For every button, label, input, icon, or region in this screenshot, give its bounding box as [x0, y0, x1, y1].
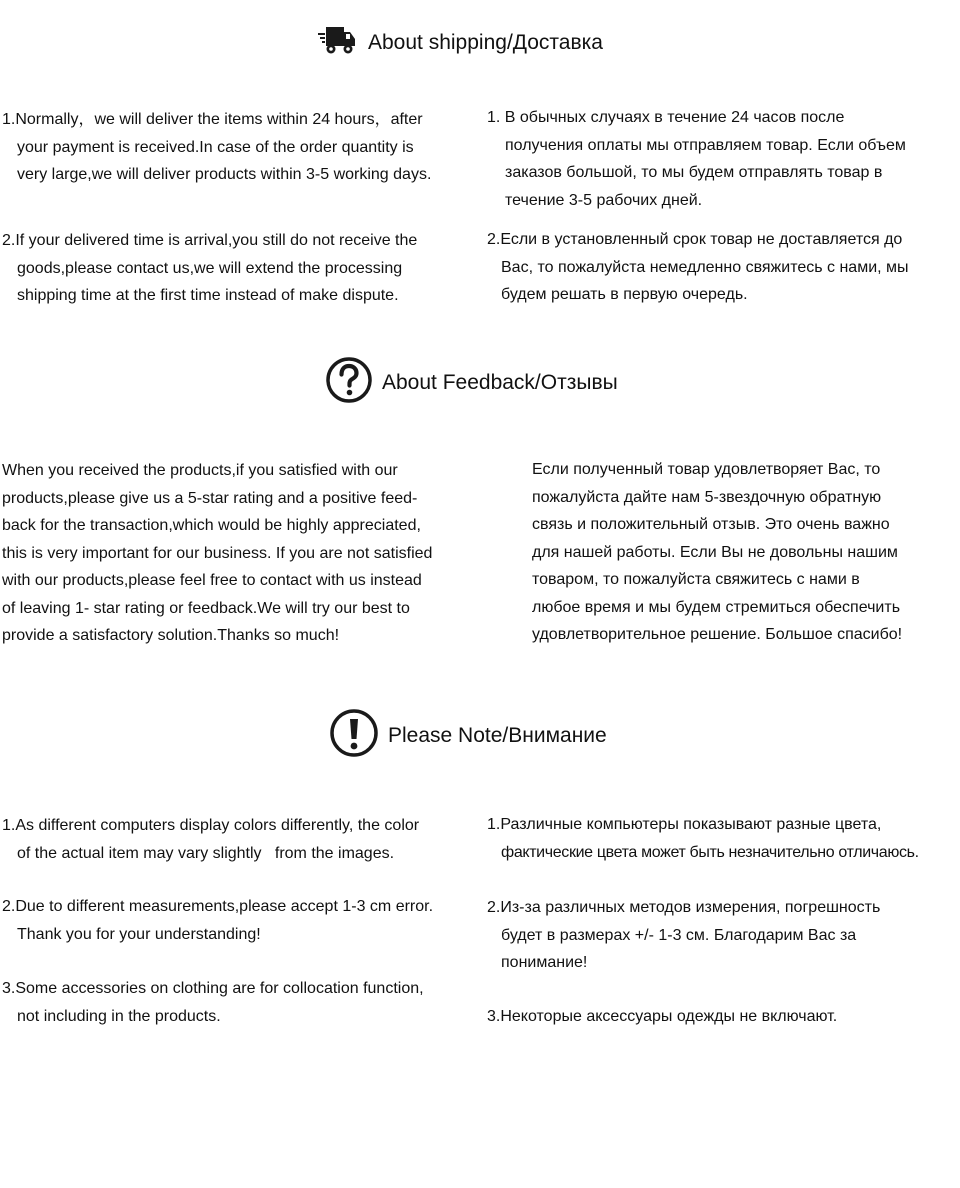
text-line: shipping time at the first time instead of make dispute. — [17, 287, 399, 304]
shipping-ru-paragraph-1 — [487, 104, 906, 214]
text-line: 2.If your delivered time is arrival,you still do not receive the — [2, 232, 418, 249]
text-line: 2.Due to different measurements,please accept 1-3 cm error. — [2, 898, 434, 915]
text-line: Если полученный товар удовлетворяет Вас, то — [532, 461, 881, 478]
text-line: понимание! — [501, 954, 588, 971]
note-ru-paragraph-1 — [487, 811, 919, 866]
text-line: пожалуйста дайте нам 5-звездочную обратную — [532, 488, 882, 506]
feedback-heading — [326, 356, 618, 409]
note-en-paragraph-2 — [2, 893, 433, 948]
text-line: 1.Различные компьютеры показывают разные цвета, — [487, 816, 882, 833]
text-line: not including in the products. — [17, 1007, 221, 1025]
text-line: 3.Некоторые аксессуары одежды не включают. — [487, 1008, 838, 1025]
note-title: Please Note/Внимание — [388, 723, 607, 747]
text-line: 1.Normally，we will deliver the items within 24 hours，after — [2, 111, 423, 128]
text-line: будем решать в первую очередь. — [501, 286, 748, 303]
text-line: фактические цвета может быть незначительно отличаюсь. — [501, 843, 919, 861]
text-line: When you received the products,if you satisfied with our — [2, 462, 398, 479]
note-ru-paragraph-3 — [487, 1003, 837, 1031]
note-en-paragraph-3 — [2, 975, 424, 1030]
text-line: для нашей работы. Если Вы не довольны нашим — [532, 543, 898, 561]
note-ru-paragraph-2 — [487, 894, 880, 977]
question-circle-icon — [326, 356, 372, 409]
shipping-ru-paragraph-2 — [487, 226, 909, 309]
text-line: very large,we will deliver products within 3-5 working days. — [17, 166, 432, 183]
shipping-en-paragraph-2 — [2, 227, 417, 310]
text-line: получения оплаты мы отправляем товар. Если объем — [505, 136, 906, 154]
feedback-title: About Feedback/Отзывы — [382, 370, 618, 394]
text-line: связь и положительный отзыв. Это очень важно — [532, 516, 890, 533]
exclamation-circle-icon — [330, 708, 378, 763]
shipping-en-paragraph-1 — [2, 106, 431, 189]
text-line: 2.Из-за различных методов измерения, погрешность — [487, 899, 881, 916]
text-line: your payment is received.In case of the order quantity is — [17, 138, 414, 156]
text-line: 3.Some accessories on clothing are for collocation function, — [2, 980, 424, 997]
text-line: заказов большой, то мы будем отправлять товар в — [505, 164, 883, 181]
text-line: 1. В обычных случаях в течение 24 часов после — [487, 109, 845, 126]
text-line: будет в размерах +/- 1-3 см. Благодарим Вас за — [501, 926, 857, 944]
feedback-en-paragraph — [2, 457, 432, 650]
shipping-title: About shipping/Доставка — [368, 30, 603, 54]
text-line: of leaving 1- star rating or feedback.We will try our best to — [2, 599, 410, 617]
text-line: of the actual item may vary slightly from the images. — [17, 844, 395, 862]
text-line: Вас, то пожалуйста немедленно свяжитесь с нами, мы — [501, 258, 909, 276]
text-line: with our products,please feel free to contact with us instead — [2, 572, 422, 589]
text-line: products,please give us a 5-star rating and a positive feed- — [2, 489, 418, 507]
note-heading — [330, 708, 607, 763]
text-line: goods,please contact us,we will extend the processing — [17, 259, 403, 277]
truck-icon — [318, 24, 356, 61]
text-line: back for the transaction,which would be highly appreciated, — [2, 517, 421, 534]
text-line: provide a satisfactory solution.Thanks so much! — [2, 627, 340, 644]
shipping-heading — [318, 24, 603, 61]
text-line: товаром, то пожалуйста свяжитесь с нами в — [532, 571, 860, 588]
note-en-paragraph-1 — [2, 812, 419, 867]
text-line: 2.Если в установленный срок товар не доставляется до — [487, 231, 903, 248]
feedback-ru-paragraph — [532, 456, 902, 649]
text-line: this is very important for our business. If you are not satisfied — [2, 544, 433, 562]
text-line: Thank you for your understanding! — [17, 925, 261, 943]
text-line: удовлетворительное решение. Большое спасибо! — [532, 626, 903, 643]
text-line: 1.As different computers display colors differently, the color — [2, 817, 420, 834]
text-line: течение 3-5 рабочих дней. — [505, 191, 703, 209]
text-line: любое время и мы будем стремиться обеспечить — [532, 598, 901, 616]
